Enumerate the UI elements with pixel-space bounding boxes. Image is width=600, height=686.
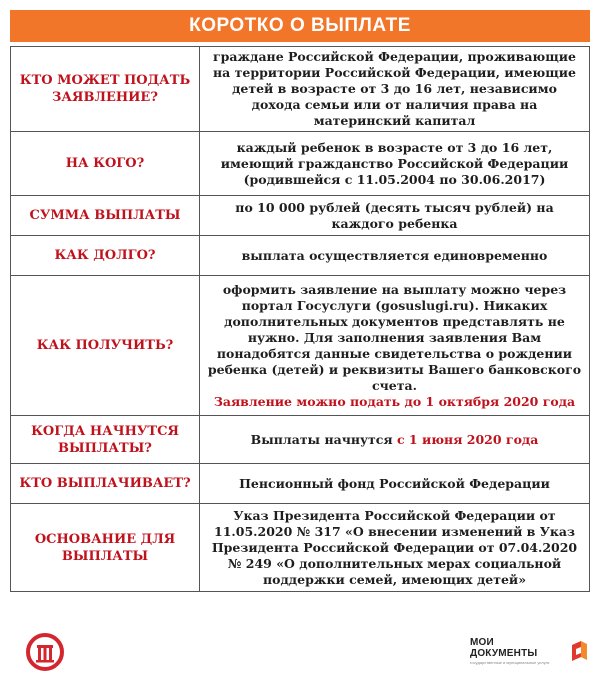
- row-value: граждане Российской Федерации, проживающие на территории Российской Федерации, имеющие детей в возрасте от 3 до 16 лет, независимо дохода семьи или от наличия права на материнский капитал: [200, 47, 590, 132]
- row-value: [200, 276, 590, 416]
- row-value: Указ Президента Российской Федерации от 11.05.2020 № 317 «О внесении изменений в Указ Президента Российской Федерации от 07.04.2020 № 249 «О дополнительных мерах социальной поддержки семей, имеющих детей»: [200, 504, 590, 592]
- row-label: КОГДА НАЧНУТСЯ ВЫПЛАТЫ?: [11, 416, 200, 464]
- row-label: СУММА ВЫПЛАТЫ: [11, 196, 200, 236]
- table-row: [11, 504, 590, 592]
- start-date-highlight: с 1 июня 2020 года: [396, 431, 539, 447]
- row-value: по 10 000 рублей (десять тысяч рублей) на каждого ребенка: [200, 196, 590, 236]
- table-row: [11, 236, 590, 276]
- pfr-logo: [22, 632, 68, 672]
- moi-dokumenty-brand: [470, 636, 590, 666]
- page-title: КОРОТКО О ВЫПЛАТЕ: [189, 15, 411, 36]
- row-label: НА КОГО?: [11, 132, 200, 196]
- table-row: [11, 47, 590, 132]
- table-row: [11, 196, 590, 236]
- row-label: КАК ДОЛГО?: [11, 236, 200, 276]
- brand-name: МОИ ДОКУМЕНТЫ: [470, 637, 538, 659]
- deadline-note: Заявление можно подать до 1 октября 2020 года: [213, 393, 576, 409]
- row-value: каждый ребенок в возрасте от 3 до 16 лет, имеющий гражданство Российской Федерации (родившейся с 11.05.2004 по 30.06.2017): [200, 132, 590, 196]
- table-row: [11, 416, 590, 464]
- table-row: [11, 132, 590, 196]
- table-row: [11, 464, 590, 504]
- row-value-text: оформить заявление на выплату можно через портал Госуслуги (gosuslugi.ru). Никаких дополнительных документов представлять не нужно. Для заполнения заявления Вам понадобятся данные свидетельства о рождении ребенка (детей) и реквизиты Вашего банковского счета.: [207, 281, 582, 393]
- info-table: [10, 46, 590, 592]
- row-value: [200, 416, 590, 464]
- row-value-prefix: Выплаты начнутся: [250, 431, 397, 447]
- row-label: КТО ВЫПЛАЧИВАЕТ?: [11, 464, 200, 504]
- row-label: КАК ПОЛУЧИТЬ?: [11, 276, 200, 416]
- table-row: [11, 276, 590, 416]
- title-banner: [10, 10, 590, 42]
- pfr-logo-icon: [22, 632, 68, 672]
- row-value: выплата осуществляется единовременно: [200, 236, 590, 276]
- moi-dokumenty-logo-icon: [568, 639, 590, 663]
- brand-subtitle: государственные и муниципальные услуги: [470, 660, 550, 665]
- row-label: КТО МОЖЕТ ПОДАТЬ ЗАЯВЛЕНИЕ?: [11, 47, 200, 132]
- row-label: ОСНОВАНИЕ ДЛЯ ВЫПЛАТЫ: [11, 504, 200, 592]
- row-value: Пенсионный фонд Российской Федерации: [200, 464, 590, 504]
